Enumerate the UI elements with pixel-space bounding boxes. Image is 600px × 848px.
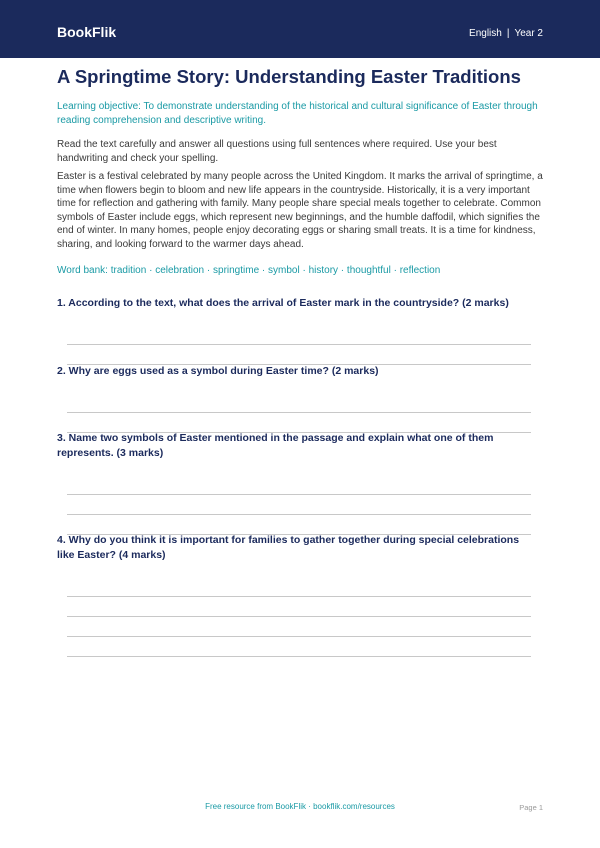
year-label: Year 2: [514, 28, 543, 39]
answer-line[interactable]: [67, 514, 531, 515]
brand-logo-text: BookFlik: [57, 24, 117, 40]
answer-line[interactable]: [67, 596, 531, 597]
footer-credit: Free resource from BookFlik · bookflik.com/resources: [205, 802, 395, 811]
question-3: 3. Name two symbols of Easter mentioned in the passage and explain what one of them represents. (3 marks): [57, 432, 494, 459]
instructions-text: Read the text carefully and answer all questions using full sentences where required. Use your best handwriting and check your spelling.: [57, 139, 497, 164]
answer-line[interactable]: [67, 494, 531, 495]
word-bank: Word bank: tradition · celebration · springtime · symbol · history · thoughtful · reflection: [57, 265, 441, 276]
question-1: 1. According to the text, what does the arrival of Easter mark in the countryside? (2 marks): [57, 297, 509, 309]
question-2: 2. Why are eggs used as a symbol during Easter time? (2 marks): [57, 365, 379, 377]
learning-objective: Learning objective: To demonstrate understanding of the historical and cultural significance of Easter through reading comprehension and descriptive writing.: [57, 101, 538, 126]
worksheet-title: A Springtime Story: Understanding Easter Traditions: [57, 66, 521, 87]
page-number: Page 1: [519, 803, 543, 812]
answer-line[interactable]: [67, 344, 531, 345]
subject-label: English: [469, 28, 502, 39]
question-4: 4. Why do you think it is important for families to gather together during special celebrations like Easter? (4 marks): [57, 534, 520, 561]
answer-line[interactable]: [67, 412, 531, 413]
answer-line[interactable]: [67, 616, 531, 617]
page-header: [0, 0, 600, 58]
subject-year-label: [469, 27, 543, 40]
reading-passage: Easter is a festival celebrated by many people across the United Kingdom. It marks the arrival of springtime, a time when flowers begin to bloom and new life appears in the countryside. Historically, it is a very important time for reflection and gathering with family. Many people share special meals together to celebrate. Common symbols of Easter include eggs, which represent new beginnings, and the humble daffodil, which signifies the end of winter. In many homes, people enjoy decorating eggs or sharing small treats. It is a time for kindness, sharing, and looking forward to the warmer days ahead.: [57, 171, 543, 250]
answer-line[interactable]: [67, 636, 531, 637]
answer-line[interactable]: [67, 656, 531, 657]
header-separator: |: [506, 28, 510, 39]
